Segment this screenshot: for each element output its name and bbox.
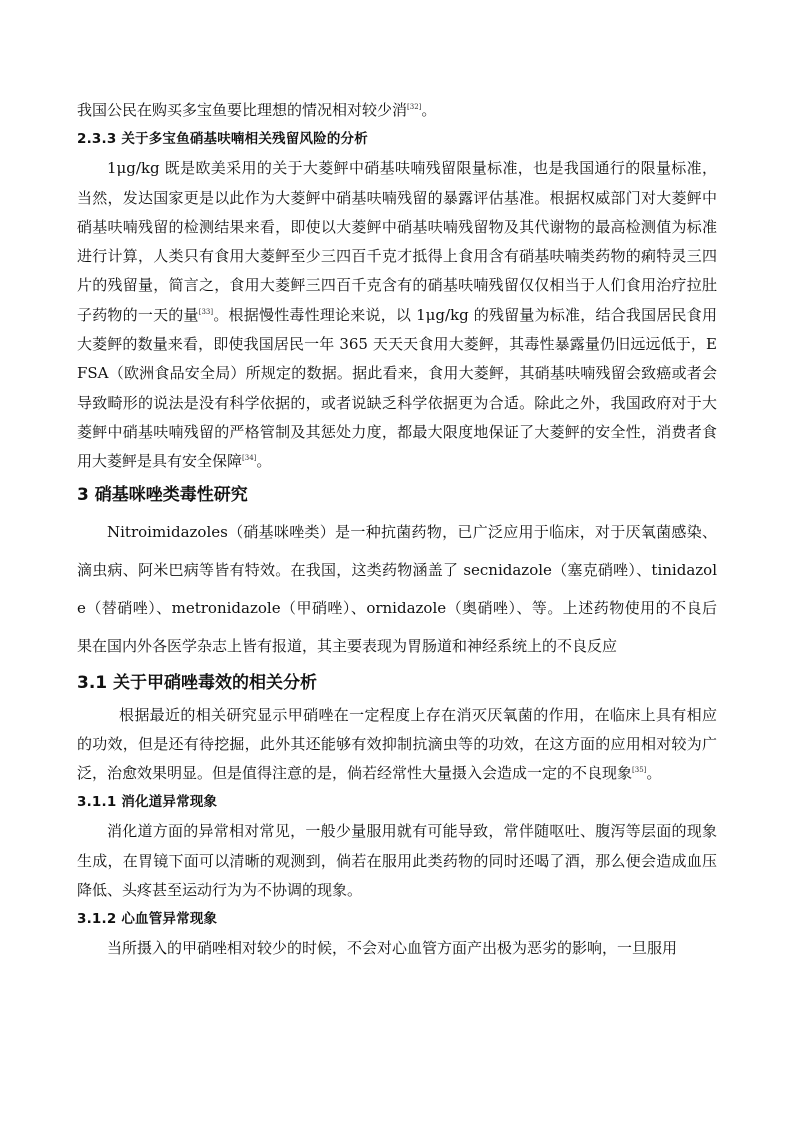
paragraph-consumer-note: 我国公民在购买多宝鱼要比理想的情况相对较少消[32]。	[77, 101, 437, 119]
heading-3-1: 3.1 关于甲硝唑毒效的相关分析	[77, 672, 318, 693]
citation-35: [35]	[632, 766, 647, 775]
paragraph-residue-risk: 1μg/kg 既是欧美采用的关于大菱鲆中硝基呋喃残留限量标准，也是我国通行的限量标准，当然，发达国家更是以此作为大菱鲆中硝基呋喃残留的暴露评估基准。根据权威部门对大菱鲆中硝基呋喃残留的检测结果来看，即使以大菱鲆中硝基呋喃残留物及其代谢物的最高检测值为标准进行计算，人类只有食用大菱鲆至少三四百千克才抵得上食用含有硝基呋喃类药物的痢特灵三四片的残留量，简言之，食用大菱鲆三四百千克含有的硝基呋喃残留仅仅相当于人们食用治疗拉肚子药物的一天的量[33]。根据慢性毒性理论来说，以 1μg/kg 的残留量为标准，结合我国居民食用大菱鲆的数量来看，即使我国居民一年 365 天天天食用大菱鲆，其毒性暴露量仍旧远远低于，EFSA（欧洲食品安全局）所规定的数据。据此看来，食用大菱鲆，其硝基呋喃残留会致癌或者会导致畸形的说法是没有科学依据的，或者说缺乏科学依据更为合适。除此之外，我国政府对于大菱鲆中硝基呋喃残留的严格管制及其惩处力度，都最大限度地保证了大菱鲆的安全性，消费者食用大菱鲆是具有安全保障[34]。	[77, 159, 717, 471]
paragraph-cardiovascular: 当所摄入的甲硝唑相对较少的时候，不会对心血管方面产出极为恶劣的影响，一旦服用	[107, 939, 678, 958]
heading-3-1-1: 3.1.1 消化道异常现象	[77, 794, 218, 811]
heading-3-1-2: 3.1.2 心血管异常现象	[77, 911, 218, 928]
paragraph-nitroimidazoles: Nitroimidazoles（硝基咪唑类）是一种抗菌药物，已广泛应用于临床，对于厌氧菌感染、滴虫病、阿米巴病等皆有特效。在我国，这类药物涵盖了 secnidazole（塞克硝唑）、tinidazole（替硝唑）、metronidazole（甲硝唑）、ornidazole（奥硝唑）、等。上述药物使用的不良后果在国内外各医学杂志上皆有报道，其主要表现为胃肠道和神经系统上的不良反应	[77, 522, 717, 655]
page-content	[77, 96, 717, 964]
heading-2-3-3: 2.3.3 关于多宝鱼硝基呋喃相关残留风险的分析	[77, 131, 368, 148]
citation-34: [34]	[242, 454, 257, 463]
heading-3: 3 硝基咪唑类毒性研究	[77, 484, 248, 505]
citation-33: [33]	[198, 307, 214, 316]
paragraph-digestive: 消化道方面的异常相对常见，一般少量服用就有可能导致，常伴随呕吐、腹泻等层面的现象生成，在胃镜下面可以清晰的观测到，倘若在服用此类药物的同时还喝了酒，那么便会造成血压降低、头疼甚至运动行为为不协调的现象。	[77, 822, 717, 900]
citation-32: [32]	[407, 103, 422, 111]
paragraph-metronidazole: 根据最近的相关研究显示甲硝唑在一定程度上存在消灭厌氧菌的作用，在临床上具有相应的功效，但是还有待挖掘，此外其还能够有效抑制抗滴虫等的功效，在这方面的应用相对较为广泛，治愈效果明显。但是值得注意的是，倘若经常性大量摄入会造成一定的不良现象[35]。	[77, 705, 717, 783]
